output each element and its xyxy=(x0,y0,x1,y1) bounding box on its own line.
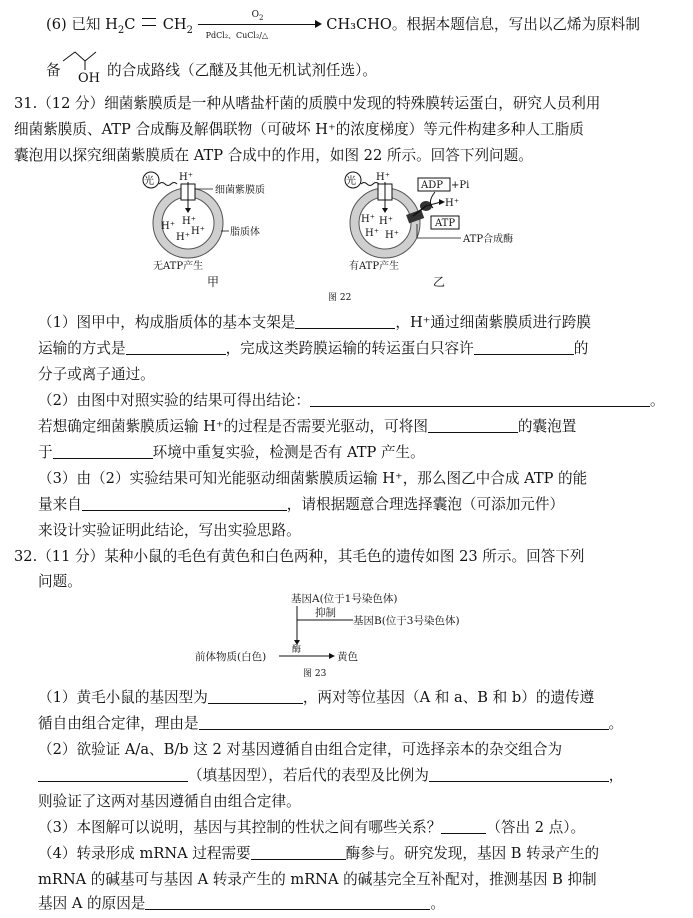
figure-22-title: 图 22 xyxy=(328,293,352,303)
arrow-line-icon xyxy=(198,24,316,25)
answer-blank[interactable] xyxy=(295,314,395,329)
caption-right: 有ATP产生 xyxy=(349,261,400,272)
q30-p6-text-f: 的合成路线（乙醚及其他无机试剂任选）。 xyxy=(107,62,377,79)
q32-p4-line2: mRNA 的碱基可与基因 A 转录产生的 mRNA 的碱基完全互补配对，推测基因 B 抑制 xyxy=(38,871,597,888)
name-left: 甲 xyxy=(207,275,220,289)
q30-p6-line2b xyxy=(107,62,377,80)
answer-blank[interactable] xyxy=(53,444,153,459)
figure-23-title: 图 23 xyxy=(303,669,327,679)
atp-label: ATP xyxy=(435,218,456,229)
answer-blank[interactable] xyxy=(145,895,430,910)
answer-blank[interactable] xyxy=(441,819,486,834)
reaction-arrow-bottom: PdCl₂、CuCl₂/△ xyxy=(205,31,269,40)
answer-blank[interactable] xyxy=(428,418,518,433)
gene-b-label: 基因B(位于3号染色体) xyxy=(353,615,460,627)
caption-left: 无ATP产生 xyxy=(153,261,204,272)
answer-blank[interactable] xyxy=(310,392,650,407)
purple-membrane-label: 细菌紫膜质 xyxy=(215,185,265,196)
answer-blank[interactable] xyxy=(82,496,287,511)
precursor-label: 前体物质(白色) xyxy=(195,651,267,663)
name-right: 乙 xyxy=(433,275,446,289)
answer-blank[interactable] xyxy=(251,845,346,860)
enzyme-label: 酶 xyxy=(292,645,302,655)
oh-label: OH xyxy=(78,71,100,84)
q31-p1-line2: 运输的方式是 ，完成这类跨膜运输的转运蛋白只容许 的 xyxy=(38,340,589,357)
q32-p1-line1: （1）黄毛小鼠的基因型为 ，两对等位基因（A 和 a、B 和 b）的遗传遵 xyxy=(38,689,595,706)
q30-p6-text-e: 备 xyxy=(46,62,61,79)
q32-p4-line1: （4）转录形成 mRNA 过程需要 酶参与。研究发现，基因 B 转录产生的 xyxy=(38,845,600,862)
answer-blank[interactable] xyxy=(474,340,574,355)
hplus-top-right: H⁺ xyxy=(376,172,390,183)
q30-p6-text-c: CH xyxy=(162,16,187,33)
q32-p2-line3: 则验证了这两对基因遵循自由组合定律。 xyxy=(38,793,301,810)
q31-line3: 囊泡用以探究细菌紫膜质在 ATP 合成中的作用，如图 22 所示。回答下列问题。 xyxy=(14,147,533,164)
answer-blank[interactable] xyxy=(126,340,226,355)
q30-p6-line1: (6) 已知 $H_2C$ $CH_2$ $O_2$ PdCl₂、CuCl₂/△ CH₃CHO。根据本题信息，写出以乙烯为原料制 xyxy=(46,16,640,40)
q31-p3-line2: 量来自 ，请根据题意合理选择囊泡（可添加元件） xyxy=(38,496,565,513)
q32-p2-line2: （填基因型），若后代的表型及比例为 ， xyxy=(38,767,623,785)
q31-p3-line1: （3）由（2）实验结果可知光能驱动细菌紫膜质运输 H⁺，那么图乙中合成 ATP 的能 xyxy=(38,470,588,487)
q32-p3-line: （3）本图解可以说明，基因与其控制的性状之间有哪些关系？ （答出 2 点）。 xyxy=(38,819,586,836)
pi-label: +Pi xyxy=(451,180,470,191)
q31-p1-line1: （1）图甲中，构成脂质体的基本支架是 ，H⁺通过细菌紫膜质进行跨膜 xyxy=(38,314,591,331)
answer-blank[interactable] xyxy=(208,689,303,704)
q32-head: 32.（11 分）某种小鼠的毛色有黄色和白色两种，其毛色的遗传如图 23 所示。回答下列 xyxy=(14,548,585,565)
q31-p1-line3: 分子或离子通过。 xyxy=(38,366,155,383)
q32-p4-line3: 基因 A 的原因是 。 xyxy=(38,895,445,912)
butanol-skeleton-icon xyxy=(60,44,110,84)
q31-line2: 细菌紫膜质、ATP 合成酶及解偶联物（可破坏 H⁺的浓度梯度）等元件构建多种人工脂质 xyxy=(14,121,584,138)
hplus-in-right-4: H⁺ xyxy=(385,230,399,241)
vesicle-left xyxy=(143,172,265,289)
q30-p6-text-b: C xyxy=(124,16,136,33)
q31-head: 31.（12 分）细菌紫膜质是一种从嗜盐杆菌的质膜中发现的特殊膜转运蛋白，研究人员利用 xyxy=(14,95,601,112)
gene-a-label: 基因A(位于1号染色体) xyxy=(291,593,398,605)
reaction-arrow-top: $O_2$ xyxy=(251,10,264,22)
q32-p2-line1: （2）欲验证 A/a、B/b 这 2 对基因遵循自由组合定律，可选择亲本的杂交组合为 xyxy=(38,741,563,758)
hplus-in-right-1: H⁺ xyxy=(361,214,375,225)
reaction-arrow xyxy=(198,10,322,40)
q31-p2-line3: 于 环境中重复实验，检测是否有 ATP 产生。 xyxy=(38,444,425,461)
inhibit-label: 抑制 xyxy=(315,607,336,619)
hplus-in-left-2: H⁺ xyxy=(182,216,196,227)
light-label-right: 光 xyxy=(346,176,356,187)
q30-p6-label: (6) xyxy=(46,16,67,33)
light-label-left: 光 xyxy=(144,176,154,187)
q30-p6-text-a: 已知 H xyxy=(71,16,118,33)
q31-p3-line3: 来设计实验证明此结论，写出实验思路。 xyxy=(38,522,301,539)
adp-label: ADP xyxy=(421,180,443,191)
q30-p6-text-d: CH₃CHO。根据本题信息，写出以乙烯为原料制 xyxy=(326,16,640,33)
hplus-in-right-2: H⁺ xyxy=(379,216,393,227)
liposome-label: 脂质体 xyxy=(230,227,260,238)
hplus-top-left: H⁺ xyxy=(179,172,193,183)
q30-p6-line2 xyxy=(46,62,61,80)
arrow-head-icon xyxy=(315,20,322,28)
yellow-label: 黄色 xyxy=(337,651,358,663)
hplus-in-left-3: H⁺ xyxy=(191,226,205,237)
double-bond-icon xyxy=(142,18,156,26)
q31-p2-line2: 若想确定细菌紫膜质运输 H⁺的过程是否需要光驱动，可将图 的囊泡置 xyxy=(38,418,577,435)
answer-blank[interactable] xyxy=(38,767,188,782)
figure-22 xyxy=(135,166,575,306)
answer-blank[interactable] xyxy=(429,767,609,782)
hplus-in-right-3: H⁺ xyxy=(365,228,379,239)
q32-line2: 问题。 xyxy=(38,573,82,590)
answer-blank[interactable] xyxy=(199,715,609,730)
q31-p2-line1: （2）由图中对照实验的结果可得出结论： 。 xyxy=(38,392,665,409)
atp-synthase-label: ATP合成酶 xyxy=(463,234,514,245)
vesicle-right xyxy=(345,172,513,289)
hplus-in-left-1: H⁺ xyxy=(161,221,175,232)
hplus-out-right: H⁺ xyxy=(445,198,459,209)
hplus-in-left-4: H⁺ xyxy=(176,232,190,243)
figure-23 xyxy=(195,590,495,680)
q32-p1-line2: 循自由组合定律，理由是 。 xyxy=(38,715,624,732)
